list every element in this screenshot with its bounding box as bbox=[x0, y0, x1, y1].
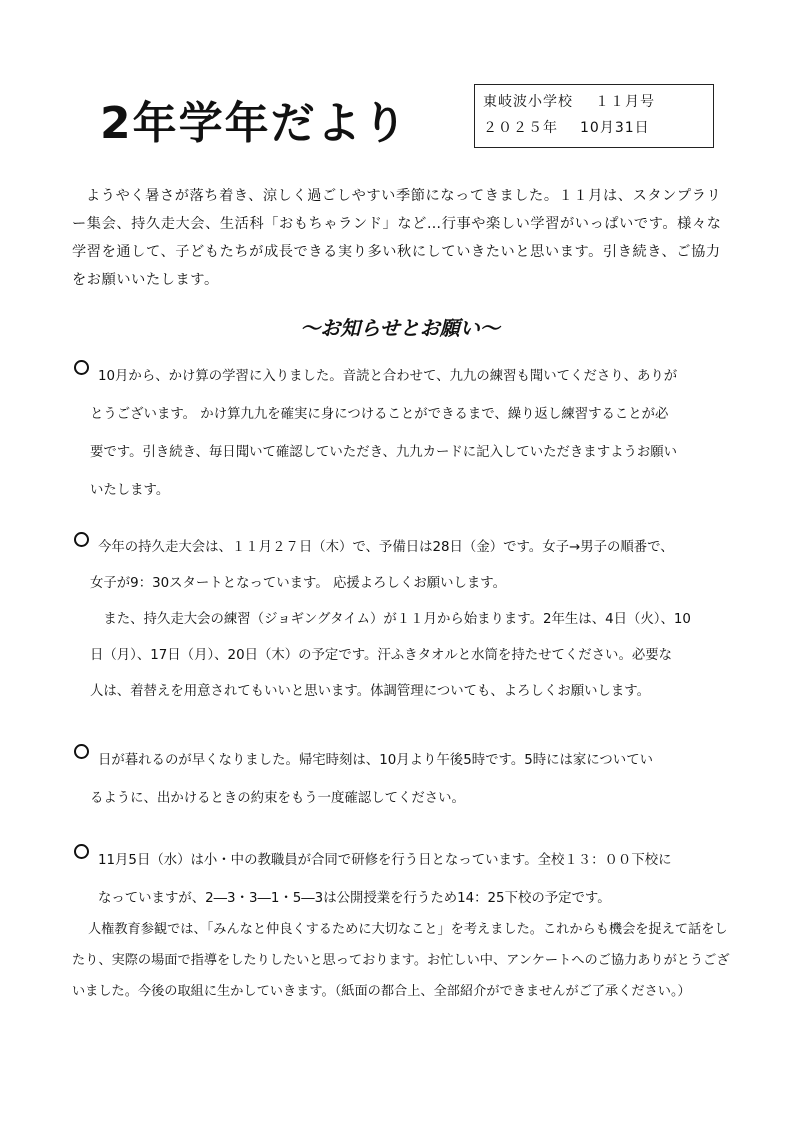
bullet-circle-icon bbox=[74, 844, 89, 859]
notice-line: また、持久走大会の練習（ジョギングタイム）が１１月から始まります。2年生は、4日（火）、10 bbox=[90, 612, 691, 627]
issue-info-box bbox=[474, 84, 714, 148]
notice-item bbox=[72, 842, 732, 918]
issue-number: １１月号 bbox=[595, 94, 655, 110]
notice-text: 今年の持久走大会は、１１月２７日（木）で、予備日は28日（金）です。女子→男子の順番で、 bbox=[98, 540, 674, 555]
notice-item bbox=[72, 530, 732, 710]
issue-date: 10月31日 bbox=[580, 120, 650, 136]
date-row bbox=[483, 115, 705, 141]
notice-line: とうございます。 かけ算九九を確実に身につけることができるまで、繰り返し練習することが必 bbox=[90, 407, 669, 422]
bullet-circle-icon bbox=[74, 360, 89, 375]
school-name: 東岐波小学校 bbox=[483, 94, 573, 110]
notice-text: 日が暮れるのが早くなりました。帰宅時刻は、10月より午後5時です。5時には家についてい bbox=[98, 753, 653, 768]
notice-first-line bbox=[72, 842, 732, 880]
notice-line: いたします。 bbox=[90, 483, 170, 498]
notice-text: 10月から、かけ算の学習に入りました。音読と合わせて、九九の練習も聞いてくださり、ありが bbox=[98, 369, 678, 384]
notice-line: なっていますが、2―3・3―1・5―3は公開授業を行うため14：25下校の予定です。 bbox=[98, 891, 611, 906]
notice-line: 人は、着替えを用意されてもいいと思います。体調管理についても、よろしくお願いします。 bbox=[90, 684, 650, 699]
bullet-circle-icon bbox=[74, 532, 89, 547]
notice-first-line bbox=[72, 358, 732, 396]
notice-first-line bbox=[72, 742, 732, 780]
page-title: 2年学年だより bbox=[100, 98, 409, 149]
notice-line: 要です。引き続き、毎日聞いて確認していただき、九九カードに記入していただきますようお願い bbox=[90, 445, 678, 460]
section-heading: ～お知らせとお願い～ bbox=[300, 316, 500, 340]
intro-paragraph: ようやく暑さが落ち着き、涼しく過ごしやすい季節になってきました。１１月は、スタンプラリー集会、持久走大会、生活科「おもちゃランド」など…行事や楽しい学習がいっぱいです。様々な学習を通して、子どもたちが成長できる実り多い秋にしていきたいと思います。引き続き、ご協力をお願いいたします。 bbox=[72, 188, 722, 288]
notice-item bbox=[72, 742, 732, 818]
notice-line: 女子が9：30スタートとなっています。 応援よろしくお願いします。 bbox=[90, 576, 506, 591]
bullet-circle-icon bbox=[74, 744, 89, 759]
issue-year: ２０２５年 bbox=[483, 120, 558, 136]
notice-first-line bbox=[72, 530, 732, 566]
issue-row bbox=[483, 89, 705, 115]
notice-line: るように、出かけるときの約束をもう一度確認してください。 bbox=[90, 791, 465, 806]
notice-text: 11月5日（水）は小・中の教職員が合同で研修を行う日となっています。全校１３：００下校に bbox=[98, 853, 672, 868]
notice-line: 日（月）、17日（月）、20日（木）の予定です。汗ふきタオルと水筒を持たせてください。必要な bbox=[90, 648, 673, 663]
notice-item bbox=[72, 358, 732, 510]
closing-paragraph: 人権教育参観では、「みんなと仲良くするために大切なこと」を考えました。これからも機会を捉えて話をしたり、実際の場面で指導をしたりしたいと思っております。お忙しい中、アンケートへのご協力ありがとうございました。今後の取組に生かしていきます。（紙面の都合上、全部紹介ができませんがご了承ください。） bbox=[72, 922, 730, 999]
